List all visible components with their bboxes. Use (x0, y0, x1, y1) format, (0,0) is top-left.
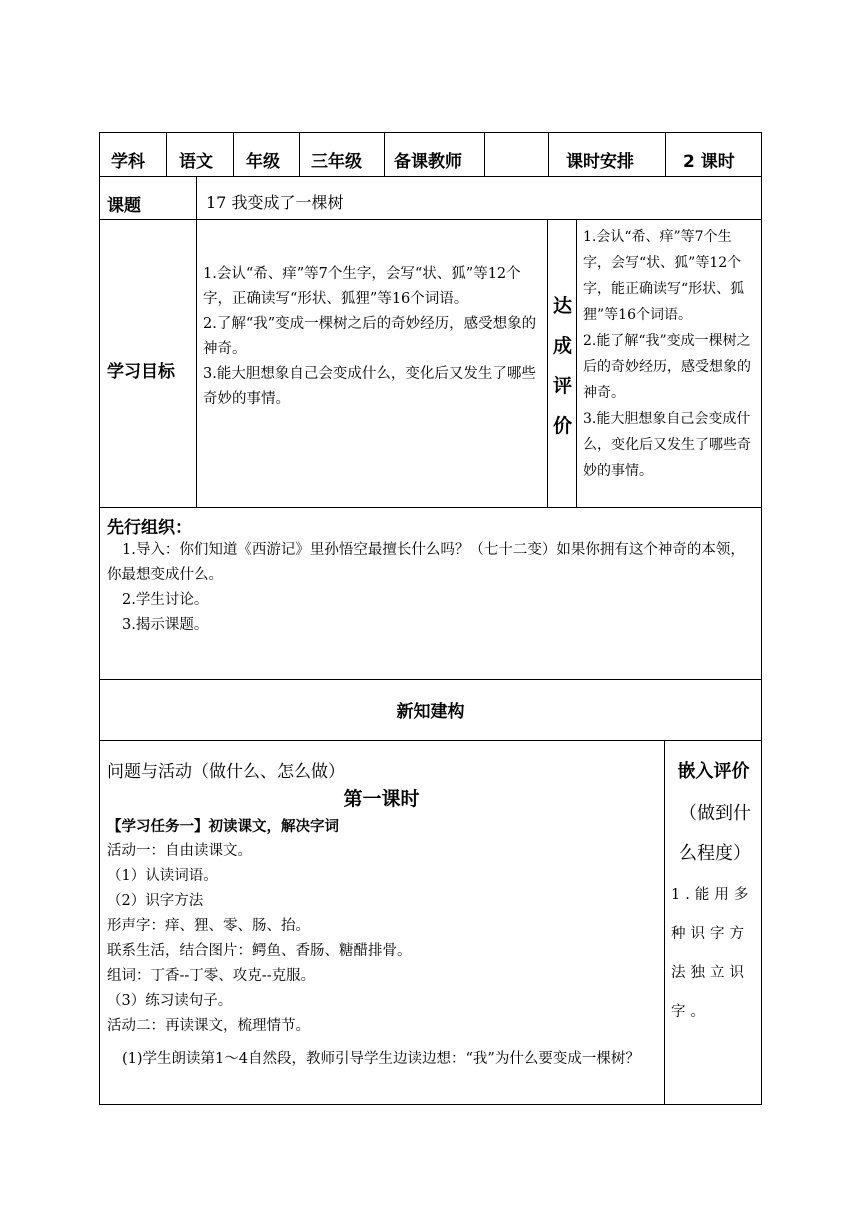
row-divider (99, 176, 762, 177)
assessment-list (583, 224, 757, 484)
activity-line: （1）认读词语。 (107, 868, 218, 884)
col-divider (384, 132, 385, 176)
assessment-label-char: 成 (552, 335, 572, 357)
activity-line: 组词：丁香--丁零、攻克--克服。 (107, 968, 316, 984)
activity-line: 活动二：再读课文，梳理情节。 (107, 1018, 310, 1034)
activity-paragraph: (1)学生朗读第1～4自然段，教师引导学生边读边想：“我”为什么要变成一棵树？ (122, 1051, 640, 1067)
activity-line: 形声字：痒、狸、零、肠、抬。 (107, 918, 310, 934)
topic-label: 课题 (107, 196, 141, 216)
col-divider (484, 132, 485, 176)
schedule-label: 课时安排 (566, 152, 634, 172)
activities-lines (107, 839, 412, 1039)
objective-item: 1.会认“希、痒”等7个生字，会写“状、狐”等12个字，正确读写“形状、狐狸”等16个词语。 (203, 266, 521, 307)
assessment-label-char: 达 (552, 295, 572, 317)
activity-line: （3）练习读句子。 (107, 993, 233, 1009)
subject-value: 语文 (179, 152, 213, 172)
objective-item: 3.能大胆想象自己会变成什么，变化后又发生了哪些奇妙的事情。 (203, 366, 536, 407)
advance-organizer-title: 先行组织： (107, 518, 192, 538)
assessment-item: 3.能大胆想象自己会变成什么，变化后又发生了哪些奇妙的事情。 (583, 411, 751, 479)
col-divider (547, 219, 548, 507)
objectives-label: 学习目标 (107, 362, 175, 382)
col-divider (196, 176, 197, 507)
col-divider (299, 132, 300, 176)
objectives-list (203, 262, 541, 412)
col-divider (664, 740, 665, 1105)
assessment-item: 2.能了解“我”变成一棵树之后的奇妙经历，感受想象的神奇。 (583, 333, 751, 401)
topic-value: 17 我变成了一棵树 (206, 193, 344, 212)
task-title: 【学习任务一】初读课文，解决字词 (107, 819, 339, 835)
new-knowledge-title: 新知建构 (396, 702, 465, 722)
row-divider (99, 740, 762, 741)
advance-organizer-item: 3.揭示课题。 (122, 617, 209, 633)
activity-line: 活动一：自由读课文。 (107, 843, 252, 859)
col-divider (548, 132, 549, 176)
assessment-item: 1.会认“希、痒”等7个生字，会写“状、狐”等12个字，能正确读写“形状、狐狸”等16个词语。 (583, 229, 745, 323)
col-divider (233, 132, 234, 176)
assessment-label (549, 286, 576, 446)
grade-value: 三年级 (311, 152, 362, 172)
row-divider (99, 507, 762, 508)
objective-item: 2.了解“我”变成一棵树之后的奇妙经历，感受想象的神奇。 (203, 316, 537, 357)
teacher-label: 备课教师 (394, 152, 462, 172)
activity-line: （2）识字方法 (107, 893, 204, 909)
advance-organizer-item: 1.导入：你们知道《西游记》里孙悟空最擅长什么吗？（七十二变）如果你拥有这个神奇的本领，你最想变成什么。 (107, 542, 745, 583)
embedded-eval-title: 嵌入评价 (677, 761, 750, 782)
grade-label: 年级 (246, 152, 280, 172)
activities-heading: 问题与活动（做什么、怎么做） (107, 762, 345, 782)
embedded-eval-item: 1.能用多种识字方法独立识字。 (671, 887, 754, 1020)
schedule-value: 2 课时 (683, 152, 735, 172)
assessment-label-char: 评 (552, 375, 572, 397)
col-divider (166, 132, 167, 176)
advance-organizer-list (107, 538, 755, 638)
subject-label: 学科 (111, 152, 145, 172)
row-divider (99, 219, 762, 220)
col-divider (665, 132, 666, 176)
assessment-label-char: 价 (552, 415, 572, 437)
row-divider (99, 679, 762, 680)
embedded-eval-subtitle: （做到什么程度） (679, 803, 751, 864)
advance-organizer-item: 2.学生讨论。 (122, 592, 209, 608)
lesson-title: 第一课时 (343, 788, 420, 810)
col-divider (576, 219, 577, 507)
activity-line: 联系生活，结合图片：鳄鱼、香肠、糖醋排骨。 (107, 943, 412, 959)
